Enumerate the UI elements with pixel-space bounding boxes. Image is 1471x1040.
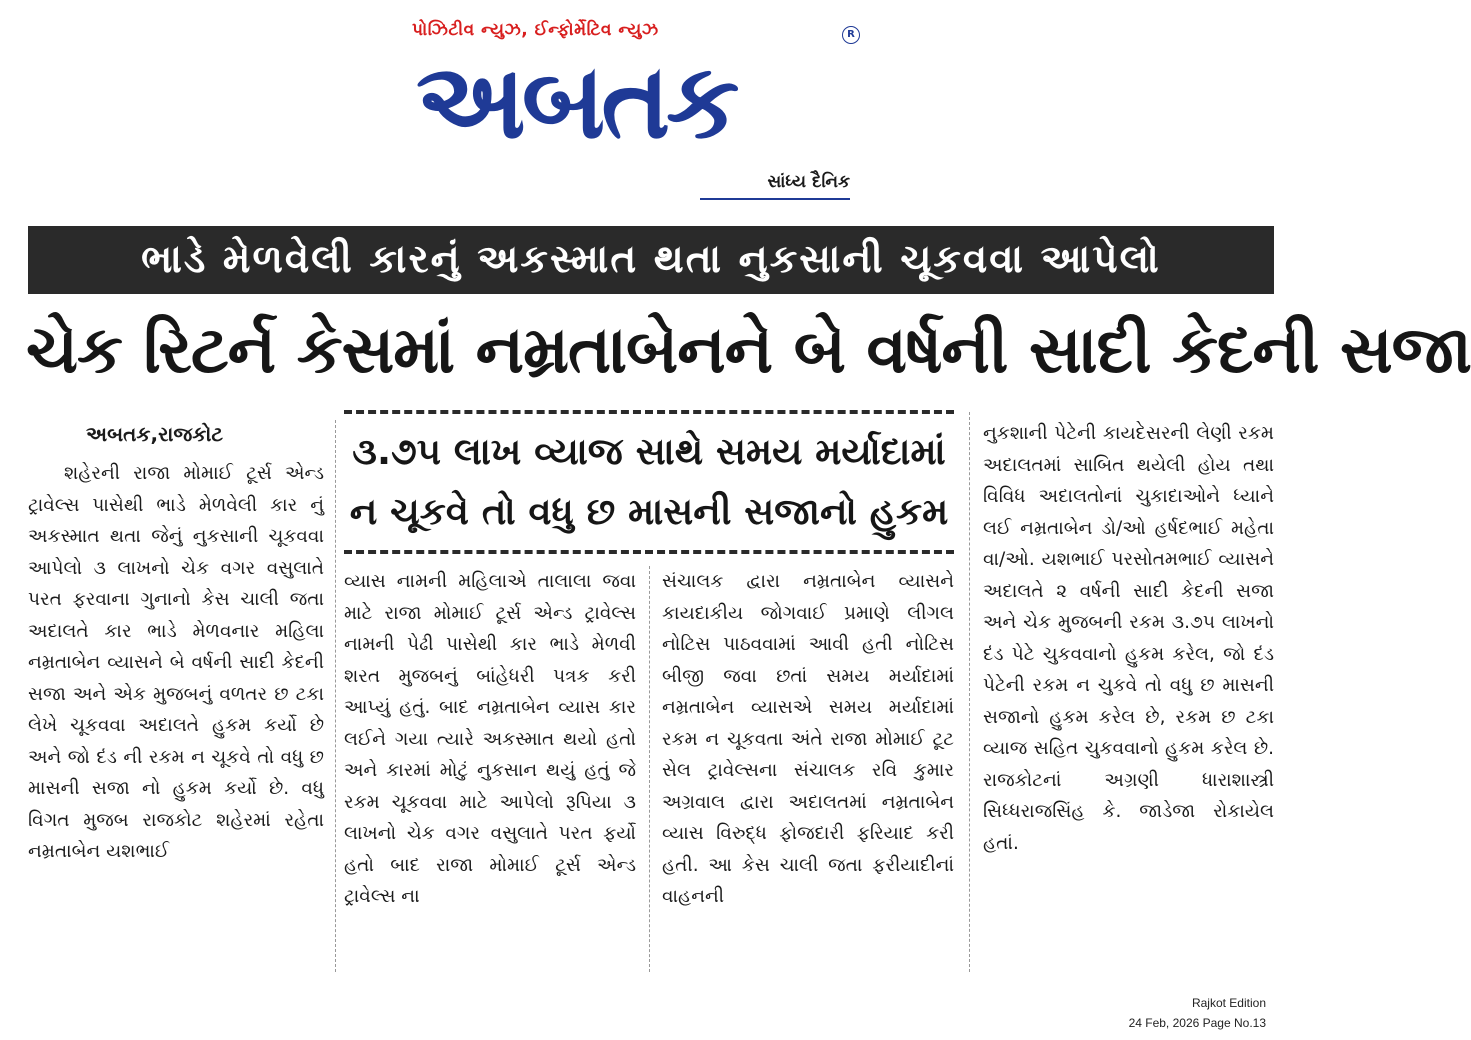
edition-label: Rajkot Edition bbox=[1191, 996, 1266, 1010]
masthead-tagline: પોઝિટીવ ન્યુઝ, ઈન્ફોર્મેટિવ ન્યુઝ bbox=[412, 20, 659, 40]
article-column-3 bbox=[662, 566, 954, 913]
column-divider bbox=[649, 566, 650, 972]
subhead-box bbox=[344, 410, 954, 556]
logo-wordmark: અબતક bbox=[416, 40, 736, 162]
subtitle-underline bbox=[700, 198, 850, 200]
article-subhead: ૩.૭૫ લાખ વ્યાજ સાથે સમય મર્યાદામાં ન ચૂકવે તો વધુ છ માસની સજાનો હુકમ bbox=[349, 430, 949, 533]
newspaper-logo bbox=[416, 42, 856, 160]
registered-mark-icon: R bbox=[842, 26, 860, 44]
masthead bbox=[0, 0, 1274, 210]
subhead-top-rule bbox=[344, 410, 954, 414]
column-3-text: સંચાલક દ્વારા નમ્રતાબેન વ્યાસને કાયદાકીય જોગવાઈ પ્રમાણે લીગલ નોટિસ પાઠવવામાં આવી હતી નોટિસ બીજી જવા છતાં સમય મર્યાદામાં નમ્રતાબેન વ્યાસએ સમય મર્યાદામાં રકમ ન ચૂકવતા અંતે રાજા મોમાઈ ટૂટ સેલ ટ્રાવેલ્સના સંચાલક રવિ કુમાર અગ્રવાલ દ્વારા અદાલતમાં નમ્રતાબેન વ્યાસ વિરુદ્ધ ફોજદારી ફરિયાદ કરી હતી. આ કેસ ચાલી જતા ફરીયાદીનાં વાહનની bbox=[662, 571, 954, 907]
article-column-2 bbox=[344, 566, 636, 913]
article-column-4 bbox=[983, 418, 1274, 859]
article-dateline: અબતક,રાજકોટ bbox=[86, 422, 224, 446]
article-headline: ચેક રિટર્ન કેસમાં નમ્રતાબેનને બે વર્ષની સાદી કેદની સજા bbox=[26, 313, 1471, 388]
column-divider bbox=[335, 420, 336, 972]
date-page-label: 24 Feb, 2026 Page No.13 bbox=[1128, 1016, 1266, 1030]
column-2-text: વ્યાસ નામની મહિલાએ તાલાલા જવા માટે રાજા મોમાઈ ટૂર્સ એન્ડ ટ્રાવેલ્સ નામની પેઢી પાસેથી કાર ભાડે મેળવી શરત મુજબનું બાંહેધરી પત્રક કરી આપ્યું હતું. બાદ નમ્રતાબેન વ્યાસ કાર લઈને ગયા ત્યારે અકસ્માત થયો હતો અને કારમાં મોટું નુકસાન થયું હતું જે રકમ ચૂકવવા માટે આપેલો રૂપિયા ૩ લાખનો ચેક વગર વસુલાતે પરત ફર્યો હતો બાદ રાજા મોમાઈ ટૂર્સ એન્ડ ટ્રાવેલ્સ ના bbox=[344, 571, 636, 907]
column-divider bbox=[969, 412, 970, 972]
column-1-text: શહેરની રાજા મોમાઈ ટૂર્સ એન્ડ ટ્રાવેલ્સ પાસેથી ભાડે મેળવેલી કાર નું અકસ્માત થતા જેનું નુકસાની ચૂકવવા આપેલો ૩ લાખનો ચેક વગર વસુલાતે પરત ફરવાના ગુનાનો કેસ ચાલી જતા અદાલતે કાર ભાડે મેળવનાર મહિલા નમ્રતાબેન વ્યાસને બે વર્ષની સાદી કેદની સજા અને એક મુજબનું વળતર છ ટકા લેખે ચૂકવવા અદાલતે હુકમ કર્યો છે અને જો દંડ ની રકમ ન ચૂકવે તો વધુ છ માસની સજા નો હુકમ કર્યો છે. વધુ વિગત મુજબ રાજકોટ શહેરમાં રહેતા નમ્રતાબેન યશભાઈ bbox=[28, 463, 324, 862]
column-4-text: નુકશાની પેટેની કાયદેસરની લેણી રકમ અદાલતમાં સાબિત થયેલી હોય તથા વિવિધ અદાલતોનાં ચુકાદાઓને ધ્યાને લઈ નમ્રતાબેન ડો/ઓ હર્ષદભાઈ મહેતા વા/ઓ. યશભાઈ પરસોતમભાઈ વ્યાસને અદાલતે ૨ વર્ષની સાદી કેદની સજા અને ચેક મુજબની રકમ ૩.૭૫ લાખનો દંડ પેટે ચુકવવાનો હુકમ કરેલ, જો દંડ પેટેની રકમ ન ચુકવે તો વધુ છ માસની સજાનો હુકમ કરેલ છે, રકમ છ ટકા વ્યાજ સહિત ચુકવવાનો હુકમ કરેલ છે. રાજકોટનાં અગ્રણી ધારાશાસ્ત્રી સિધ્ધરાજસિંહ કે. જાડેજા રોકાયેલ હતાં. bbox=[983, 423, 1274, 854]
subhead-bottom-rule bbox=[344, 550, 954, 554]
article-kicker: ભાડે મેળવેલી કારનું અકસ્માત થતા નુકસાની ચૂકવવા આપેલો bbox=[28, 226, 1274, 294]
masthead-subtitle: સાંધ્ય દૈનિક bbox=[767, 172, 850, 192]
article-column-1 bbox=[28, 458, 324, 868]
